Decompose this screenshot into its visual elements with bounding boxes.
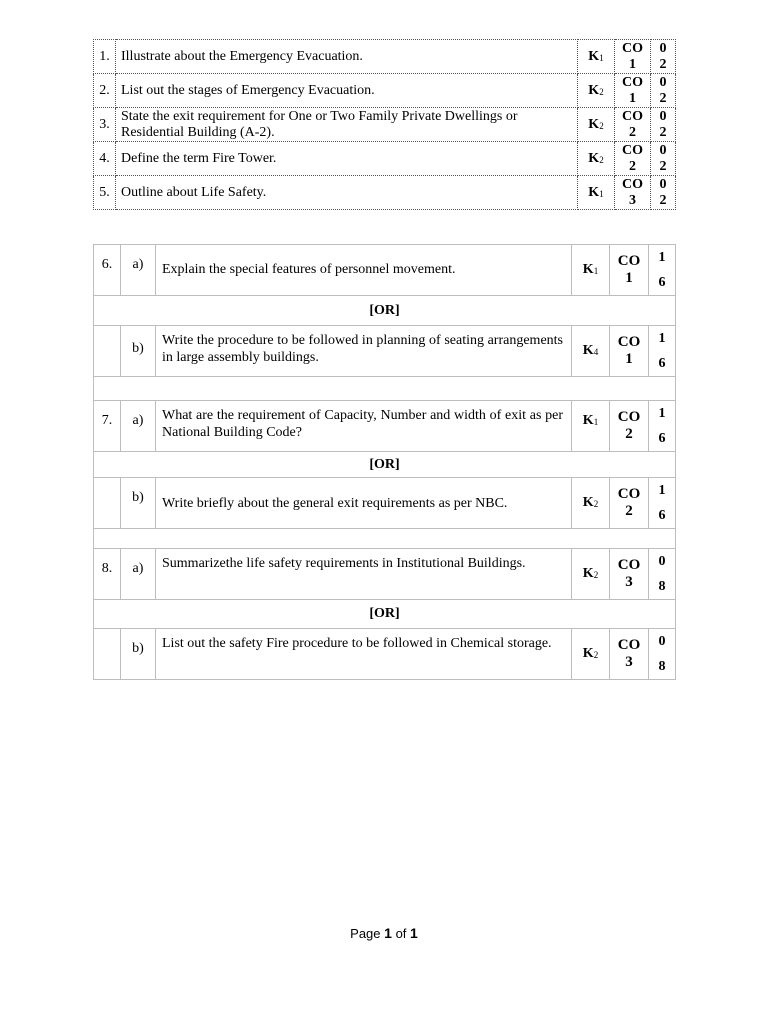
sub-question-label: b) (121, 478, 156, 529)
question-text: List out the safety Fire procedure to be followed in Chemical storage. (156, 629, 572, 680)
question-text: What are the requirement of Capacity, Number and width of exit as per National Building Code? (156, 401, 572, 452)
question-text: Outline about Life Safety. (116, 176, 578, 210)
sub-question-label: a) (121, 245, 156, 296)
marks: 0 2 (651, 142, 676, 176)
spacer-row (94, 529, 676, 549)
question-text: State the exit requirement for One or Two Family Private Dwellings or Residential Building (A-2). (116, 108, 578, 142)
question-number: 2. (94, 74, 116, 108)
page-number: 1 (384, 925, 392, 941)
sub-question-label: b) (121, 326, 156, 377)
marks: 0 2 (651, 74, 676, 108)
marks: 1 6 (649, 401, 676, 452)
course-outcome: CO 1 (610, 326, 649, 377)
knowledge-level: $K_1$ (572, 401, 610, 452)
knowledge-level: $K_2$ (578, 74, 615, 108)
course-outcome: CO 1 (615, 40, 651, 74)
question-text: Define the term Fire Tower. (116, 142, 578, 176)
course-outcome: CO 2 (615, 108, 651, 142)
question-text: Illustrate about the Emergency Evacuation. (116, 40, 578, 74)
knowledge-level: $K_2$ (578, 142, 615, 176)
knowledge-level: $K_2$ (572, 478, 610, 529)
page-label: Page (350, 926, 381, 941)
course-outcome: CO 2 (610, 401, 649, 452)
table-row (94, 629, 676, 680)
or-label: [OR] (94, 600, 676, 629)
question-number: 6. (94, 245, 121, 296)
knowledge-level: $K_1$ (578, 176, 615, 210)
knowledge-level: $K_4$ (572, 326, 610, 377)
sub-question-label: a) (121, 401, 156, 452)
or-row (94, 452, 676, 478)
marks: 1 6 (649, 478, 676, 529)
sub-question-label: b) (121, 629, 156, 680)
page-of-label: of (395, 926, 407, 941)
sub-question-label: a) (121, 549, 156, 600)
marks: 0 8 (649, 629, 676, 680)
or-row (94, 600, 676, 629)
marks: 0 2 (651, 176, 676, 210)
spacer-row (94, 377, 676, 401)
marks: 1 6 (649, 245, 676, 296)
question-number: 3. (94, 108, 116, 142)
knowledge-level: $K_2$ (578, 108, 615, 142)
table-row (94, 478, 676, 529)
table-row (94, 245, 676, 296)
course-outcome: CO 3 (610, 549, 649, 600)
question-number: 5. (94, 176, 116, 210)
table-row (94, 326, 676, 377)
table-row (94, 40, 676, 74)
table-row (94, 74, 676, 108)
question-text: List out the stages of Emergency Evacuation. (116, 74, 578, 108)
question-number: 1. (94, 40, 116, 74)
marks: 0 8 (649, 549, 676, 600)
table-row (94, 142, 676, 176)
course-outcome: CO 3 (610, 629, 649, 680)
knowledge-level: $K_1$ (572, 245, 610, 296)
question-text: Summarizethe life safety requirements in Institutional Buildings. (156, 549, 572, 600)
course-outcome: CO 2 (610, 478, 649, 529)
question-text: Write briefly about the general exit requirements as per NBC. (156, 478, 572, 529)
marks: 1 6 (649, 326, 676, 377)
course-outcome: CO 1 (615, 74, 651, 108)
table-row (94, 108, 676, 142)
part-a-table (93, 39, 676, 210)
knowledge-level: $K_2$ (572, 549, 610, 600)
marks: 0 2 (651, 40, 676, 74)
question-number: 4. (94, 142, 116, 176)
table-row (94, 549, 676, 600)
or-row (94, 296, 676, 326)
or-label: [OR] (94, 452, 676, 478)
question-number: 8. (94, 549, 121, 600)
table-row (94, 401, 676, 452)
course-outcome: CO 2 (615, 142, 651, 176)
question-text: Write the procedure to be followed in planning of seating arrangements in large assembly buildings. (156, 326, 572, 377)
part-b-table (93, 244, 676, 680)
page-footer (0, 925, 768, 941)
question-text: Explain the special features of personnel movement. (156, 245, 572, 296)
table-row (94, 176, 676, 210)
question-number: 7. (94, 401, 121, 452)
page-total: 1 (410, 925, 418, 941)
or-label: [OR] (94, 296, 676, 326)
course-outcome: CO 3 (615, 176, 651, 210)
course-outcome: CO 1 (610, 245, 649, 296)
knowledge-level: $K_1$ (578, 40, 615, 74)
marks: 0 2 (651, 108, 676, 142)
knowledge-level: $K_2$ (572, 629, 610, 680)
